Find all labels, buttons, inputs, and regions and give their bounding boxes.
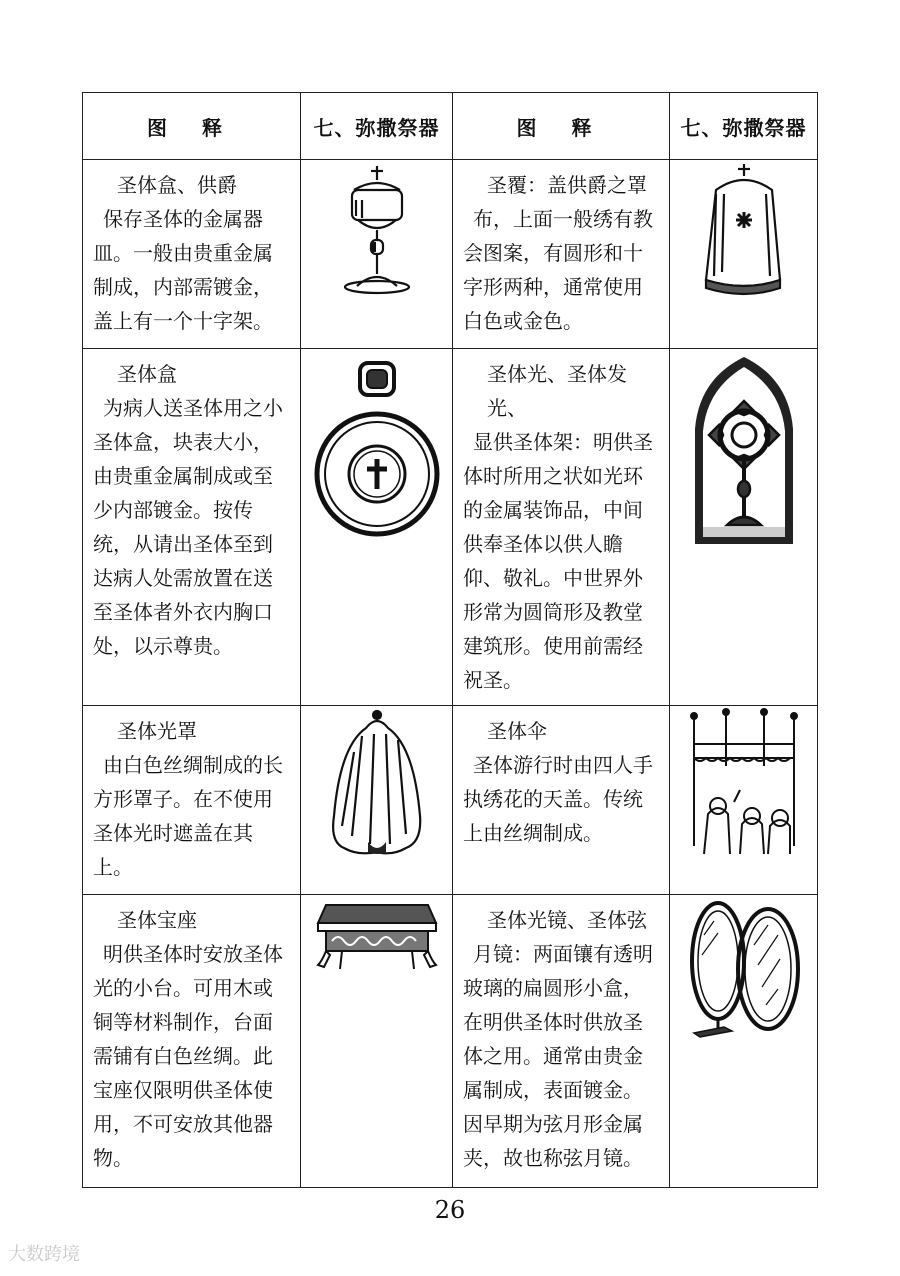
header-section-left: 七、弥撒祭器	[301, 93, 453, 160]
entry-body: 显供圣体架：明供圣体时所用之状如光环的金属装饰品，中间供奉圣体以供人瞻仰、敬礼。中世界外形常为圆筒形及教堂建筑形。使用前需经祝圣。	[463, 430, 653, 692]
glossary-table	[82, 92, 818, 1188]
entry-term: 圣体宝座	[117, 908, 197, 932]
ciborium-veil-icon	[694, 160, 794, 300]
throne-icon	[312, 895, 442, 975]
entry-body: 明供圣体时安放圣体光的小台。可用木或铜等材料制作，台面需铺有白色丝绸。此宝座仅限明供圣体使用，不可安放其他器物。	[93, 942, 283, 1170]
entry-description	[83, 160, 301, 349]
entry-body: 保存圣体的金属器皿。一般由贵重金属制成，内部需镀金，盖上有一个十字架。	[93, 207, 273, 333]
table-header-row	[83, 93, 818, 160]
page-number: 26	[434, 1196, 466, 1224]
pyx-icon	[312, 349, 442, 559]
entry-body: 圣体游行时由四人手执绣花的天盖。传统上由丝绸制成。	[463, 753, 653, 845]
entry-description	[453, 706, 670, 895]
entry-description	[83, 349, 301, 706]
entry-body: 为病人送圣体用之小圣体盒，块表大小，由贵重金属制成或至少内部镀金。按传统，从请出圣体至到达病人处需放置在送至圣体者外衣内胸口处，以示尊贵。	[93, 396, 283, 658]
entry-description	[453, 349, 670, 706]
monstrance-icon	[689, 349, 799, 549]
entry-illustration	[301, 349, 453, 706]
entry-illustration	[670, 160, 818, 349]
header-illustration-right: 图 释	[453, 93, 670, 160]
table-row	[83, 349, 818, 706]
table-row	[83, 160, 818, 349]
entry-illustration	[301, 895, 453, 1188]
entry-illustration	[670, 895, 818, 1188]
entry-term: 圣体光、圣体发光、	[487, 362, 627, 420]
monstrance-veil-icon	[322, 706, 432, 856]
entry-term: 圣体伞	[487, 719, 547, 743]
entry-illustration	[301, 706, 453, 895]
entry-description	[83, 706, 301, 895]
entry-term: 圣覆：盖供爵之罩	[487, 173, 647, 197]
entry-body: 布，上面一般绣有教会图案，有圆形和十字形两种，通常使用白色或金色。	[463, 207, 653, 333]
entry-description	[453, 160, 670, 349]
canopy-icon	[684, 706, 804, 856]
entry-description	[83, 895, 301, 1188]
ciborium-icon	[322, 160, 432, 300]
header-section-right: 七、弥撒祭器	[670, 93, 818, 160]
entry-term: 圣体光罩	[117, 719, 197, 743]
entry-illustration	[301, 160, 453, 349]
entry-term: 圣体盒	[117, 362, 177, 386]
entry-body: 月镜：两面镶有透明玻璃的扁圆形小盒，在明供圣体时供放圣体之用。通常由贵金属制成，表面镀金。因早期为弦月形金属夹，故也称弦月镜。	[463, 942, 653, 1170]
table-row	[83, 895, 818, 1188]
header-illustration-left: 图 释	[83, 93, 301, 160]
entry-term: 圣体光镜、圣体弦	[487, 908, 647, 932]
entry-body: 由白色丝绸制成的长方形罩子。在不使用圣体光时遮盖在其上。	[93, 753, 283, 879]
table-row	[83, 706, 818, 895]
watermark-logo: 大数跨境	[8, 1244, 80, 1265]
luna-icon	[684, 895, 804, 1045]
entry-illustration	[670, 349, 818, 706]
entry-illustration	[670, 706, 818, 895]
entry-term: 圣体盒、供爵	[117, 173, 237, 197]
entry-description	[453, 895, 670, 1188]
